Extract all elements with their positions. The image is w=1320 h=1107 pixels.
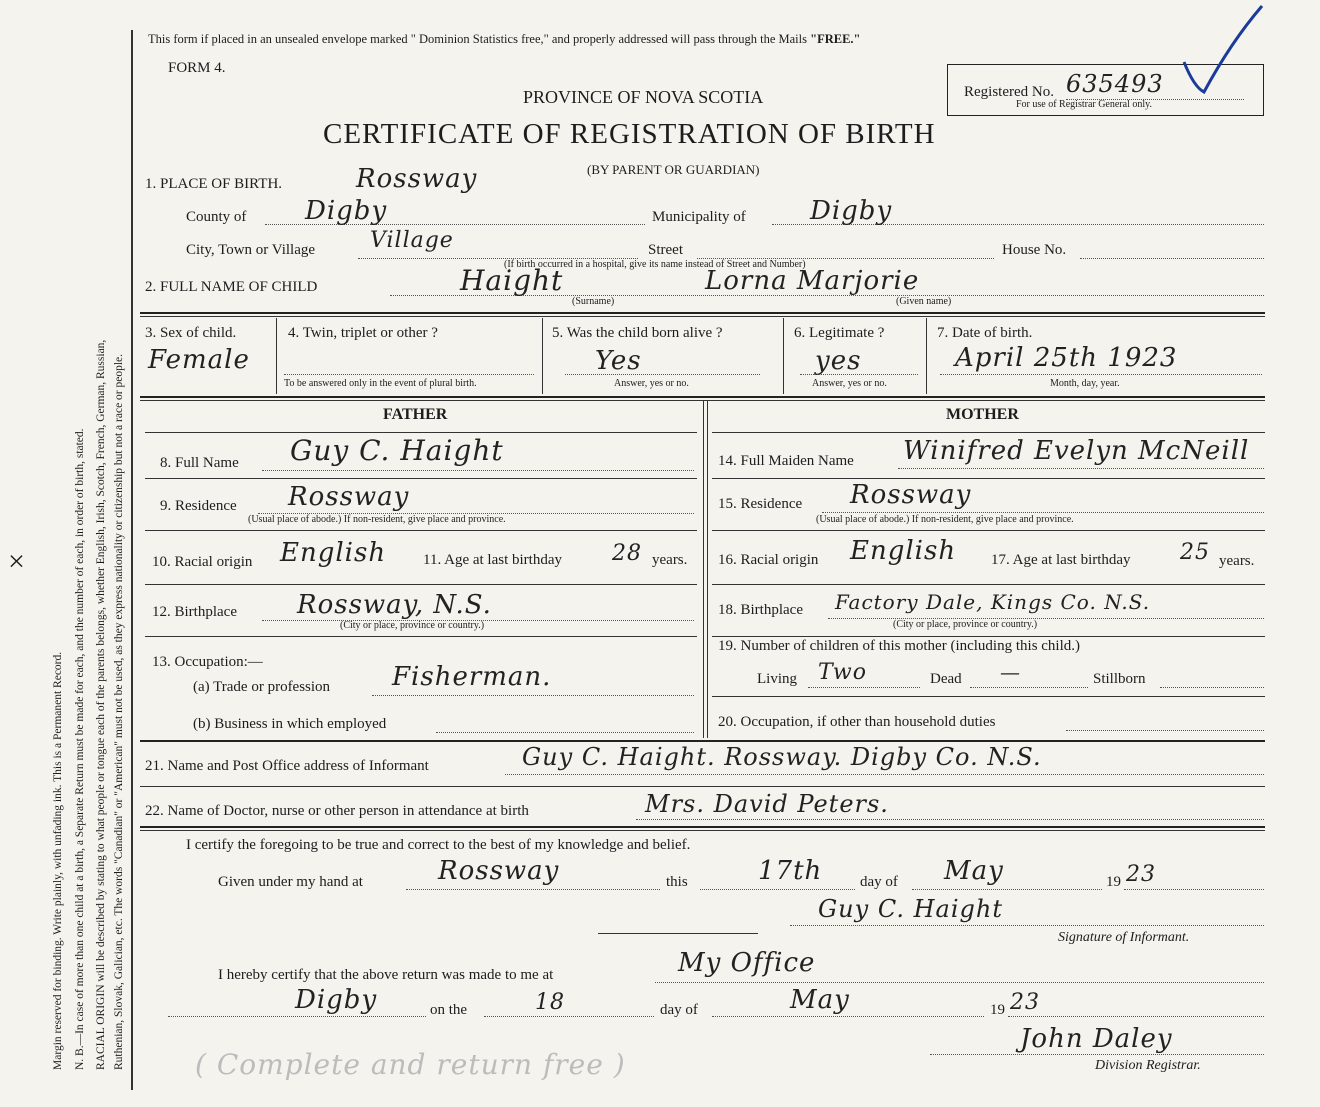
registrar-day-of-label: day of — [660, 1002, 698, 1018]
father-racial-value: English — [280, 538, 387, 568]
mother-heading: MOTHER — [946, 406, 1019, 423]
child-given-name: Lorna Marjorie — [705, 266, 920, 296]
doctor-value: Mrs. David Peters. — [645, 790, 889, 818]
father-residence-value: Rossway — [288, 482, 410, 512]
registered-number: 635493 — [1066, 70, 1164, 98]
place-value: Rossway — [356, 164, 478, 194]
province: PROVINCE OF NOVA SCOTIA — [523, 87, 764, 107]
certify-day: 17th — [758, 856, 823, 886]
informant-signature: Guy C. Haight — [818, 895, 1003, 923]
trade-value: Fisherman. — [392, 662, 552, 692]
father-age-value: 28 — [612, 541, 642, 566]
father-birthplace-label: 12. Birthplace — [152, 604, 237, 620]
date-value: April 25th 1923 — [955, 343, 1178, 373]
father-years: years. — [652, 552, 688, 568]
surname-caption: (Surname) — [572, 296, 615, 307]
certify-month: May — [944, 856, 1004, 886]
given-label: Given under my hand at — [218, 874, 363, 890]
registrar-year: 23 — [1010, 990, 1040, 1015]
mother-birthplace-label: 18. Birthplace — [718, 602, 803, 618]
mother-birthplace-value: Factory Dale, Kings Co. N.S. — [835, 590, 1151, 614]
children-label: 19. Number of children of this mother (including this child.) — [718, 638, 1081, 654]
child-surname: Haight — [460, 264, 564, 297]
father-age-label: 11. Age at last birthday — [423, 552, 562, 568]
mother-residence-value: Rossway — [850, 480, 972, 510]
certify-year-prefix: 19 — [1106, 874, 1121, 890]
mother-occupation-label: 20. Occupation, if other than household duties — [718, 714, 996, 730]
mother-years: years. — [1219, 553, 1255, 569]
date-label: 7. Date of birth. — [937, 325, 1033, 341]
mother-age-value: 25 — [1180, 540, 1210, 565]
living-label: Living — [757, 671, 797, 687]
registrar-location: Digby — [295, 985, 378, 1015]
mother-racial-value: English — [850, 536, 957, 566]
doctor-label: 22. Name of Doctor, nurse or other person in attendance at birth — [145, 803, 529, 819]
registrar-month: May — [790, 985, 850, 1015]
mother-birthplace-note: (City or place, province or country.) — [893, 619, 1038, 630]
registrar-statement: I hereby certify that the above return was made to me at — [218, 967, 554, 983]
registered-label: Registered No. — [964, 84, 1054, 100]
page-subtitle: (BY PARENT OR GUARDIAN) — [587, 162, 760, 177]
this-label: this — [666, 874, 688, 890]
father-name-value: Guy C. Haight — [290, 434, 504, 467]
certify-statement: I certify the foregoing to be true and correct to the best of my knowledge and belief. — [186, 837, 691, 853]
given-place: Rossway — [438, 856, 560, 886]
father-name-label: 8. Full Name — [160, 455, 239, 471]
registrar-note: For use of Registrar General only. — [1016, 99, 1152, 110]
signature-caption: Signature of Informant. — [1058, 930, 1190, 945]
binding-note: Margin reserved for binding. Write plainly, with unfading ink. This is a Permanent Record. — [52, 651, 64, 1070]
business-label: (b) Business in which employed — [193, 716, 387, 732]
municipality-label: Municipality of — [652, 209, 746, 225]
street-label: Street — [648, 242, 683, 258]
county-value: Digby — [305, 196, 388, 226]
legit-value: yes — [815, 346, 862, 376]
twin-note: To be answered only in the event of plural birth. — [284, 378, 477, 389]
informant-label: 21. Name and Post Office address of Informant — [145, 758, 429, 774]
father-heading: FATHER — [383, 406, 448, 423]
house-label: House No. — [1002, 242, 1067, 258]
legit-note: Answer, yes or no. — [812, 378, 887, 389]
dead-value: — — [1000, 660, 1021, 684]
sex-label: 3. Sex of child. — [145, 325, 237, 341]
mother-residence-label: 15. Residence — [718, 496, 803, 512]
nb-note: N. B.—In case of more than one child at a birth, a Separate Return must be made for each, and the number of each, in order of birth, stated. — [74, 428, 86, 1070]
informant-value: Guy C. Haight. Rossway. Digby Co. N.S. — [522, 743, 1042, 771]
father-residence-label: 9. Residence — [160, 498, 237, 514]
sex-value: Female — [148, 345, 250, 375]
father-abode-note: (Usual place of abode.) If non-resident, give place and province. — [248, 514, 506, 525]
occupation-label: 13. Occupation:— — [152, 654, 263, 670]
hospital-note: (If birth occurred in a hospital, give its name instead of Street and Number) — [504, 259, 806, 270]
father-birthplace-note: (City or place, province or country.) — [340, 620, 485, 631]
footer-pencil-note: ( Complete and return free ) — [195, 1048, 626, 1081]
check-mark-icon — [1176, 2, 1266, 107]
living-value: Two — [818, 660, 867, 685]
registrar-caption: Division Registrar. — [1095, 1058, 1201, 1073]
legit-label: 6. Legitimate ? — [794, 325, 885, 341]
county-label: County of — [186, 209, 247, 225]
municipality-value: Digby — [810, 196, 893, 226]
given-caption: (Given name) — [896, 296, 952, 307]
registrar-signature: John Daley — [1020, 1024, 1173, 1054]
mother-age-label: 17. Age at last birthday — [991, 552, 1131, 568]
x-mark: × — [8, 545, 25, 578]
mother-abode-note: (Usual place of abode.) If non-resident, give place and province. — [816, 514, 1074, 525]
mother-racial-label: 16. Racial origin — [718, 552, 819, 568]
registrar-year-prefix: 19 — [990, 1002, 1005, 1018]
city-label: City, Town or Village — [186, 242, 316, 258]
mail-notice-text: This form if placed in an unsealed envelope marked " Dominion Statistics free," and properly addressed will pass through the Mails — [148, 32, 807, 46]
child-name-label: 2. FULL NAME OF CHILD — [145, 279, 318, 295]
mother-name-label: 14. Full Maiden Name — [718, 453, 854, 469]
stillborn-label: Stillborn — [1093, 671, 1146, 687]
certify-year: 23 — [1126, 862, 1156, 887]
form-number: FORM 4. — [168, 60, 226, 76]
day-of-label: day of — [860, 874, 898, 890]
alive-note: Answer, yes or no. — [614, 378, 689, 389]
page-title: CERTIFICATE OF REGISTRATION OF BIRTH — [323, 118, 936, 150]
dead-label: Dead — [930, 671, 962, 687]
place-label: 1. PLACE OF BIRTH. — [145, 176, 283, 192]
alive-label: 5. Was the child born alive ? — [552, 325, 723, 341]
alive-value: Yes — [595, 346, 642, 376]
date-note: Month, day, year. — [1050, 378, 1120, 389]
trade-label: (a) Trade or profession — [193, 679, 331, 695]
registrar-day: 18 — [535, 990, 565, 1015]
mail-notice-free: "FREE." — [810, 32, 861, 46]
mail-notice — [148, 32, 860, 47]
father-racial-label: 10. Racial origin — [152, 554, 253, 570]
racial-note-2: Ruthenian, Slovak, Galician, etc. The words "Canadian" or "American" must not be used, as they express nationality or citizenship but not a race or people. — [113, 353, 125, 1070]
on-label: on the — [430, 1002, 468, 1018]
registrar-place: My Office — [678, 948, 816, 978]
racial-note-1: RACIAL ORIGIN will be described by stating to what people or tongue each of the parents belongs, whether English, Irish, Scotch, French, German, Russian, — [95, 339, 107, 1070]
mother-name-value: Winifred Evelyn McNeill — [903, 436, 1250, 466]
twin-label: 4. Twin, triplet or other ? — [288, 325, 438, 341]
father-birthplace-value: Rossway, N.S. — [297, 590, 492, 620]
city-value: Village — [370, 228, 454, 253]
